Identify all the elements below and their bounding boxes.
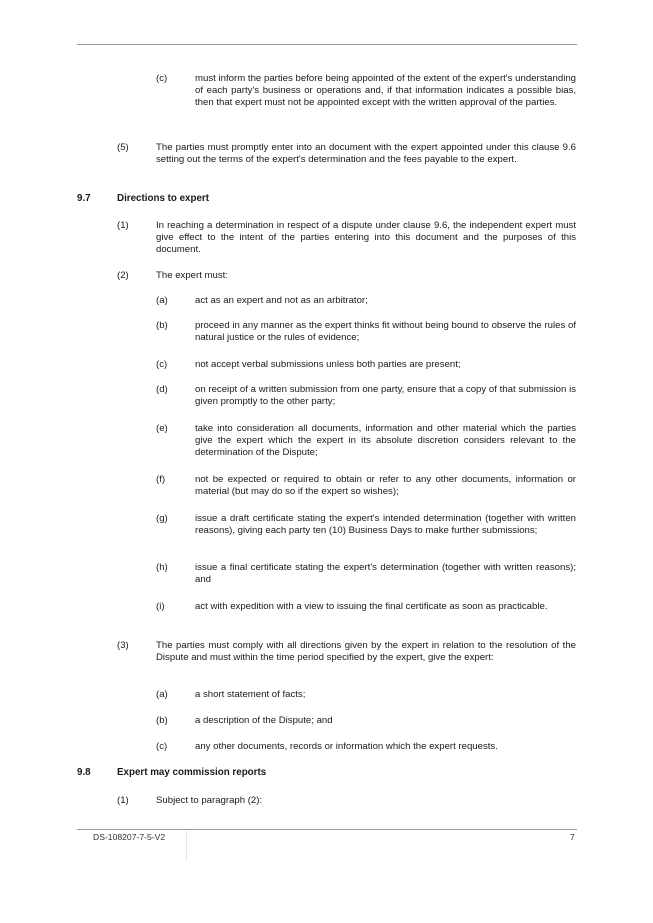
list-item-label: (c) [156,73,168,84]
list-item-text: a short statement of facts; [195,689,306,700]
list-item-label: (b) [156,320,168,331]
list-item-label: (h) [156,562,168,573]
list-item-label: (i) [156,601,165,612]
list-item-label: (e) [156,423,168,434]
list-item-text: In reaching a determination in respect of a dispute under clause 9.6, the independent expert must give effect to the intent of the parties entering into this document and the purposes of this document. [156,220,576,255]
list-item-label: (g) [156,513,168,524]
section-number: 9.8 [77,767,91,778]
list-item-label: (3) [117,640,129,651]
list-item-text: The parties must comply with all directions given by the expert in relation to the resolution of the Dispute and must within the time period specified by the expert, give the expert: [156,640,576,663]
list-item-text: on receipt of a written submission from one party, ensure that a copy of that submission is given promptly to the other party; [195,384,576,407]
list-item-text: issue a final certificate stating the expert's determination (together with written reasons); and [195,562,576,585]
list-item-text: any other documents, records or information which the expert requests. [195,741,498,752]
list-item-text: act with expedition with a view to issuing the final certificate as soon as practicable. [195,601,548,612]
list-item-label: (b) [156,715,168,726]
list-item-text: not be expected or required to obtain or refer to any other documents, information or material (but may do so if the expert so wishes); [195,474,576,497]
list-item-label: (5) [117,142,129,153]
footer-doc-id: DS-108207-7-5-V2 [93,832,166,842]
section-heading: Expert may commission reports [117,767,267,778]
list-item-text: not accept verbal submissions unless both parties are present; [195,359,461,370]
list-item-text: The expert must: [156,270,228,281]
list-item-text: The parties must promptly enter into an document with the expert appointed under this clause 9.6 setting out the terms of the expert's determination and the fees payable to the expert. [156,142,576,165]
section-heading: Directions to expert [117,193,210,204]
footer-rule [77,829,577,830]
header-rule [77,44,577,45]
list-item-label: (d) [156,384,168,395]
list-item-label: (c) [156,359,168,370]
list-item-label: (1) [117,220,129,231]
list-item-text: issue a draft certificate stating the expert's intended determination (together with written reasons), giving each party ten (10) Business Days to make further submissions; [195,513,576,536]
list-item-text: must inform the parties before being appointed of the extent of the expert's understanding of each party's business or operations and, if that information indicates a possible bias, then that expert must not be appointed except with the written approval of the parties. [195,73,576,108]
footer-divider [186,831,187,861]
section-number: 9.7 [77,193,91,204]
list-item-text: Subject to paragraph (2): [156,795,263,806]
list-item-label: (c) [156,741,168,752]
list-item-text: proceed in any manner as the expert thinks fit without being bound to observe the rules of natural justice or the rules of evidence; [195,320,576,343]
list-item-label: (2) [117,270,129,281]
list-item-label: (a) [156,295,168,306]
footer-page-number: 7 [570,832,575,842]
list-item-text: a description of the Dispute; and [195,715,333,726]
list-item-text: take into consideration all documents, information and other material which the parties give the expert which the expert in its absolute discretion considers relevant to the determination of the Dispute; [195,423,576,458]
list-item-text: act as an expert and not as an arbitrator; [195,295,368,306]
list-item-label: (f) [156,474,166,485]
list-item-label: (1) [117,795,129,806]
list-item-label: (a) [156,689,168,700]
